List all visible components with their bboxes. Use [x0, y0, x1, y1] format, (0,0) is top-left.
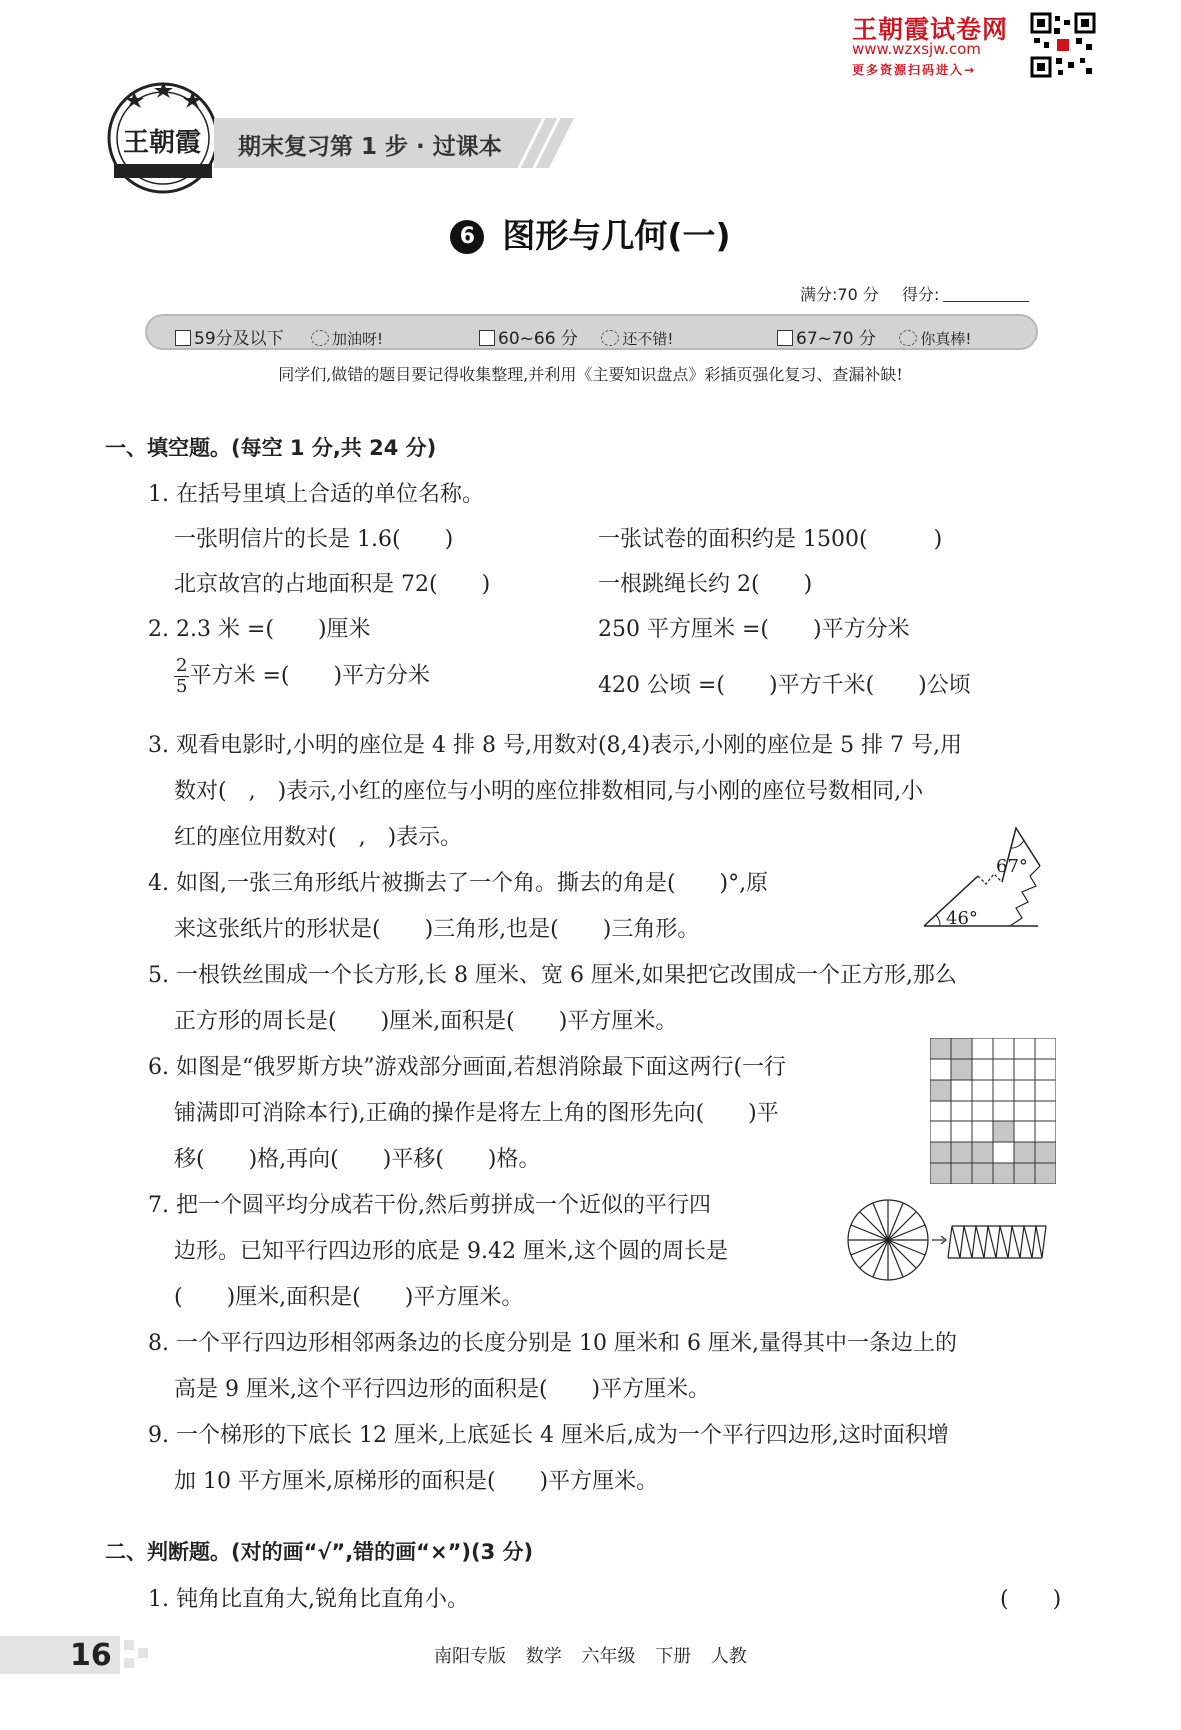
checkbox-icon[interactable] — [479, 330, 495, 346]
step-banner: 期末复习第 1 步 · 过课本 — [238, 134, 502, 160]
score-label: 得分: — [901, 285, 940, 304]
cheer-emoji-icon — [601, 330, 619, 346]
q7b: 边形。已知平行四边形的底是 9.42 厘米,这个圆的周长是 — [174, 1239, 728, 1264]
cheer-emoji-icon — [899, 330, 917, 346]
chapter-title — [0, 210, 1181, 257]
q1-stem: 1. 在括号里填上合适的单位名称。 — [148, 482, 484, 507]
brand-block — [852, 10, 1112, 80]
q2c: $\frac{2}{5}$ 平方米 =( )平方分米 — [176, 655, 431, 697]
q6c: 移( )格,再向( )平移( )格。 — [174, 1147, 541, 1172]
angle-label-46: 46° — [946, 908, 978, 929]
q5b: 正方形的周长是( )厘米,面积是( )平方厘米。 — [174, 1009, 678, 1034]
q8a: 8. 一个平行四边形相邻两条边的长度分别是 10 厘米和 6 厘米,量得其中一条边上的 — [148, 1331, 957, 1356]
chapter-title-text: 图形与几何(一) — [502, 216, 731, 255]
q2b: 250 平方厘米 =( )平方分米 — [598, 617, 910, 642]
qr-code-icon[interactable] — [1030, 12, 1096, 78]
grade-band-3: 67~70 分 你真棒! — [777, 324, 971, 349]
q2d: 420 公顷 =( )平方千米( )公顷 — [598, 673, 971, 698]
angle-label-67: 67° — [996, 856, 1028, 877]
q8b: 高是 9 厘米,这个平行四边形的面积是( )平方厘米。 — [174, 1377, 711, 1402]
footer-info: 南阳专版 数学 六年级 下册 人教 — [434, 1646, 747, 1667]
q7a: 7. 把一个圆平均分成若干份,然后剪拼成一个近似的平行四 — [148, 1193, 711, 1218]
fraction: $\frac{2}{5}$ — [176, 655, 188, 697]
q4b: 来这张纸片的形状是( )三角形,也是( )三角形。 — [174, 917, 700, 942]
section-2-title: 二、判断题。(对的画“√”,错的画“×”)(3 分) — [105, 1540, 534, 1564]
score-line — [800, 282, 1029, 305]
q6b: 铺满即可消除本行),正确的操作是将左上角的图形先向( )平 — [174, 1101, 779, 1126]
q9b: 加 10 平方厘米,原梯形的面积是( )平方厘米。 — [174, 1469, 659, 1494]
q3a: 3. 观看电影时,小明的座位是 4 排 8 号,用数对(8,4)表示,小刚的座位是 5 排 7 号,用 — [148, 733, 963, 758]
q6a: 6. 如图是“俄罗斯方块”游戏部分画面,若想消除最下面这两行(一行 — [148, 1055, 787, 1080]
tetris-grid-figure — [930, 1038, 1056, 1184]
q1b: 一张试卷的面积约是 1500( ) — [598, 527, 943, 552]
q9a: 9. 一个梯形的下底长 12 厘米,上底延长 4 厘米后,成为一个平行四边形,这时面积增 — [148, 1423, 949, 1448]
brand-url[interactable]: www.wzxsjw.com — [852, 40, 981, 58]
grade-band-1: 59分及以下 加油呀! — [175, 324, 383, 349]
grade-band-2: 60~66 分 还不错! — [479, 324, 673, 349]
q7c: ( )厘米,面积是( )平方厘米。 — [174, 1285, 524, 1310]
cheer-emoji-icon — [311, 330, 329, 346]
page-number: 16 — [70, 1638, 112, 1673]
grade-band-bar — [145, 314, 1038, 350]
q1d: 一根跳绳长约 2( ) — [598, 572, 813, 597]
brand-name: 王朝霞试卷网 — [852, 15, 1009, 44]
q3c: 红的座位用数对( , )表示。 — [174, 825, 463, 850]
full-score: 满分:70 分 — [800, 285, 879, 304]
logo-text: 王朝霞 — [122, 128, 201, 158]
circle-to-parallelogram-figure — [846, 1196, 1056, 1286]
torn-triangle-figure — [918, 826, 1048, 936]
brand-more-text: 更多资源扫码进入→ — [852, 63, 977, 77]
q3b: 数对( , )表示,小红的座位与小明的座位排数相同,与小刚的座位号数相同,小 — [174, 779, 924, 804]
q1c: 北京故宫的占地面积是 72( ) — [174, 572, 491, 597]
score-blank[interactable] — [943, 301, 1029, 302]
judge-q1: 1. 钝角比直角大,锐角比直角小。 — [148, 1587, 469, 1612]
section-1-title: 一、填空题。(每空 1 分,共 24 分) — [105, 436, 437, 460]
chapter-number: 6 — [450, 220, 484, 254]
checkbox-icon[interactable] — [777, 330, 793, 346]
checkbox-icon[interactable] — [175, 330, 191, 346]
q2a: 2. 2.3 米 =( )厘米 — [148, 617, 371, 642]
study-tip: 同学们,做错的题目要记得收集整理,并利用《主要知识盘点》彩插页强化复习、查漏补缺! — [278, 365, 903, 384]
q5a: 5. 一根铁丝围成一个长方形,长 8 厘米、宽 6 厘米,如果把它改围成一个正方形,那么 — [148, 963, 957, 988]
q1a: 一张明信片的长是 1.6( ) — [174, 527, 454, 552]
judge-q1-blank[interactable]: ( ) — [1000, 1587, 1062, 1612]
q4a: 4. 如图,一张三角形纸片被撕去了一个角。撕去的角是( )°,原 — [148, 871, 769, 896]
